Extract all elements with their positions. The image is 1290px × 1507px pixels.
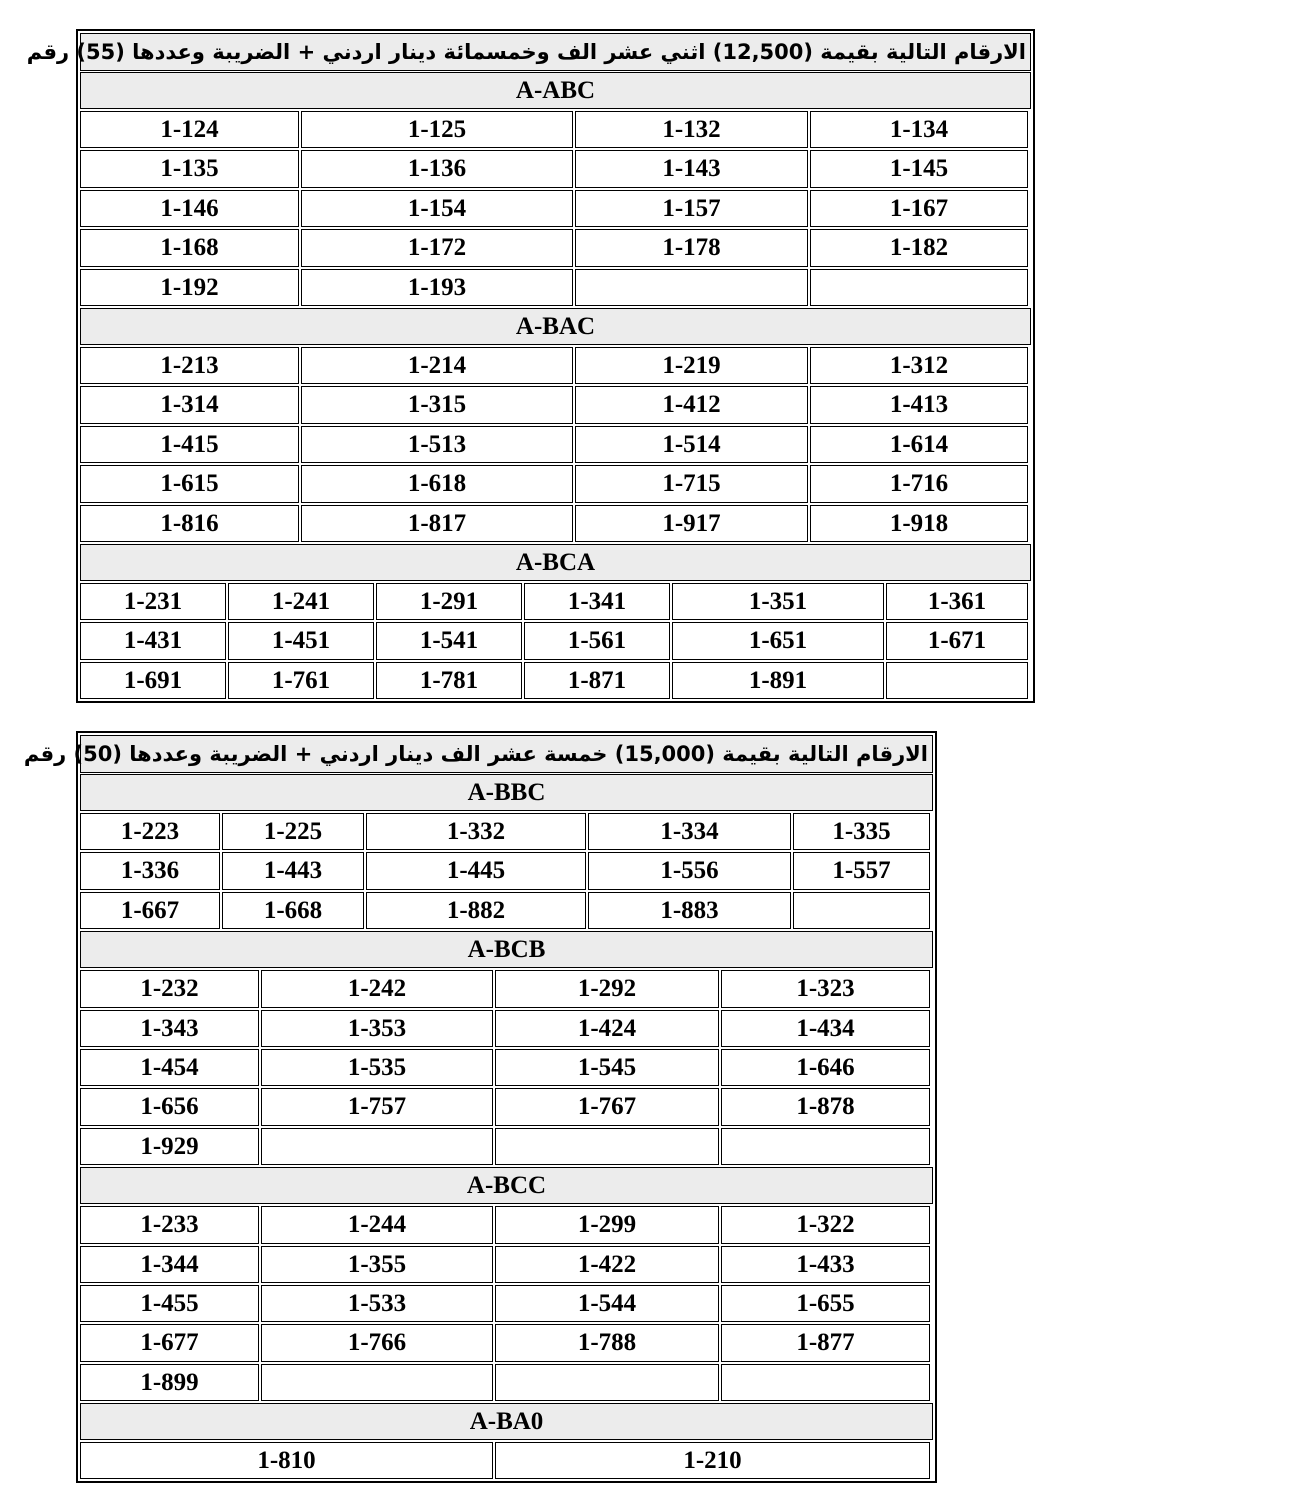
- number-cell: 1-929: [80, 1128, 259, 1165]
- number-cell: 1-445: [366, 852, 586, 889]
- number-cell: 1-716: [810, 465, 1028, 502]
- number-cell: 1-544: [495, 1285, 719, 1322]
- table-row: [79, 464, 1032, 503]
- number-cell: 1-557: [793, 852, 930, 889]
- number-cell: 1-656: [80, 1088, 259, 1125]
- number-cell: 1-443: [222, 852, 364, 889]
- number-cell: [886, 662, 1028, 699]
- number-cell: 1-351: [672, 583, 884, 620]
- section-code: A-ABC: [80, 72, 1031, 109]
- number-cell: 1-882: [366, 892, 586, 929]
- number-cell: [793, 892, 930, 929]
- number-cell: 1-157: [575, 190, 808, 227]
- table-row: [79, 1205, 934, 1244]
- number-cell: 1-651: [672, 622, 884, 659]
- number-cell: 1-810: [80, 1442, 493, 1479]
- number-cell: 1-343: [80, 1010, 259, 1047]
- number-cell: 1-225: [222, 813, 364, 850]
- number-cell: 1-214: [301, 347, 573, 384]
- number-cell: [495, 1364, 719, 1401]
- number-cell: 1-332: [366, 813, 586, 850]
- number-cell: 1-433: [721, 1246, 930, 1283]
- number-cell: 1-242: [261, 970, 493, 1007]
- number-cell: 1-355: [261, 1246, 493, 1283]
- number-cell: 1-193: [301, 269, 573, 306]
- number-cell: 1-344: [80, 1246, 259, 1283]
- number-cell: 1-135: [80, 150, 299, 187]
- number-cell: 1-766: [261, 1324, 493, 1361]
- number-cell: 1-899: [80, 1364, 259, 1401]
- number-cell: 1-513: [301, 426, 573, 463]
- price-table-15000: [23, 731, 937, 1483]
- number-cell: 1-182: [810, 229, 1028, 266]
- number-cell: 1-757: [261, 1088, 493, 1125]
- table-heading: الارقام التالية بقيمة (12,500) اثني عشر الف وخمسمائة دينار اردني + الضريبة وعددها (55) رقم: [80, 33, 1031, 71]
- number-cell: 1-143: [575, 150, 808, 187]
- number-cell: 1-615: [80, 465, 299, 502]
- number-cell: 1-761: [228, 662, 374, 699]
- table-row: [79, 1323, 934, 1362]
- number-cell: 1-917: [575, 505, 808, 542]
- number-cell: 1-667: [80, 892, 220, 929]
- table-row: [79, 1441, 934, 1480]
- price-table-12500: [26, 29, 1035, 703]
- number-cell: 1-561: [524, 622, 670, 659]
- number-cell: 1-223: [80, 813, 220, 850]
- table-row: [79, 110, 1032, 149]
- table-row: [79, 425, 1032, 464]
- number-cell: 1-124: [80, 111, 299, 148]
- table-row: [79, 228, 1032, 267]
- number-cell: 1-134: [810, 111, 1028, 148]
- number-cell: 1-655: [721, 1285, 930, 1322]
- number-cell: 1-168: [80, 229, 299, 266]
- number-cell: 1-877: [721, 1324, 930, 1361]
- number-cell: 1-299: [495, 1206, 719, 1243]
- number-cell: 1-454: [80, 1049, 259, 1086]
- number-cell: 1-431: [80, 622, 226, 659]
- number-cell: 1-671: [886, 622, 1028, 659]
- number-cell: 1-556: [588, 852, 791, 889]
- number-cell: 1-413: [810, 386, 1028, 423]
- table-row: [79, 582, 1032, 621]
- number-cell: 1-781: [376, 662, 522, 699]
- number-cell: [495, 1128, 719, 1165]
- number-cell: 1-213: [80, 347, 299, 384]
- table-row: [79, 1009, 934, 1048]
- table-row: [79, 385, 1032, 424]
- number-cell: 1-767: [495, 1088, 719, 1125]
- number-cell: 1-415: [80, 426, 299, 463]
- number-cell: 1-172: [301, 229, 573, 266]
- table-body: [79, 72, 1032, 700]
- number-cell: 1-668: [222, 892, 364, 929]
- section-code: A-BCA: [80, 544, 1031, 581]
- number-cell: 1-244: [261, 1206, 493, 1243]
- number-cell: 1-146: [80, 190, 299, 227]
- table-body: [79, 774, 934, 1480]
- number-cell: 1-677: [80, 1324, 259, 1361]
- number-cell: 1-545: [495, 1049, 719, 1086]
- number-cell: 1-341: [524, 583, 670, 620]
- number-cell: 1-136: [301, 150, 573, 187]
- table-row: [79, 621, 1032, 660]
- number-cell: [575, 269, 808, 306]
- number-cell: 1-219: [575, 347, 808, 384]
- number-cell: 1-816: [80, 505, 299, 542]
- table-row: [79, 969, 934, 1008]
- number-cell: 1-291: [376, 583, 522, 620]
- number-cell: 1-646: [721, 1049, 930, 1086]
- number-cell: 1-210: [495, 1442, 930, 1479]
- number-cell: 1-132: [575, 111, 808, 148]
- number-cell: 1-336: [80, 852, 220, 889]
- number-cell: 1-533: [261, 1285, 493, 1322]
- number-cell: 1-315: [301, 386, 573, 423]
- table-row: [79, 1245, 934, 1284]
- number-cell: 1-178: [575, 229, 808, 266]
- table-row: [79, 149, 1032, 188]
- number-cell: 1-817: [301, 505, 573, 542]
- number-cell: 1-233: [80, 1206, 259, 1243]
- table-row: [79, 891, 934, 930]
- number-cell: 1-314: [80, 386, 299, 423]
- table-row: [79, 189, 1032, 228]
- number-cell: [261, 1128, 493, 1165]
- number-cell: 1-167: [810, 190, 1028, 227]
- number-cell: [810, 269, 1028, 306]
- number-cell: 1-618: [301, 465, 573, 502]
- number-cell: 1-891: [672, 662, 884, 699]
- number-cell: 1-154: [301, 190, 573, 227]
- number-cell: 1-715: [575, 465, 808, 502]
- number-cell: 1-541: [376, 622, 522, 659]
- number-cell: [721, 1364, 930, 1401]
- number-cell: 1-918: [810, 505, 1028, 542]
- table-row: [79, 1363, 934, 1402]
- number-cell: 1-335: [793, 813, 930, 850]
- number-cell: 1-434: [721, 1010, 930, 1047]
- number-cell: 1-292: [495, 970, 719, 1007]
- number-cell: 1-514: [575, 426, 808, 463]
- number-cell: 1-312: [810, 347, 1028, 384]
- table-row: [79, 1087, 934, 1126]
- number-cell: 1-451: [228, 622, 374, 659]
- table-row: [79, 1284, 934, 1323]
- number-cell: 1-361: [886, 583, 1028, 620]
- number-cell: 1-232: [80, 970, 259, 1007]
- section-code: A-BCC: [80, 1167, 933, 1204]
- number-cell: 1-535: [261, 1049, 493, 1086]
- section-code: A-BBC: [80, 774, 933, 811]
- number-cell: 1-231: [80, 583, 226, 620]
- table-row: [79, 1048, 934, 1087]
- number-cell: 1-334: [588, 813, 791, 850]
- number-cell: 1-192: [80, 269, 299, 306]
- table-row: [79, 268, 1032, 307]
- table-row: [79, 1127, 934, 1166]
- number-cell: 1-323: [721, 970, 930, 1007]
- number-cell: 1-145: [810, 150, 1028, 187]
- table-row: [79, 812, 934, 851]
- number-cell: 1-878: [721, 1088, 930, 1125]
- number-cell: 1-455: [80, 1285, 259, 1322]
- number-cell: 1-125: [301, 111, 573, 148]
- number-cell: [261, 1364, 493, 1401]
- number-cell: 1-241: [228, 583, 374, 620]
- number-cell: 1-424: [495, 1010, 719, 1047]
- table-row: [79, 504, 1032, 543]
- number-cell: 1-353: [261, 1010, 493, 1047]
- number-cell: 1-322: [721, 1206, 930, 1243]
- table-heading: الارقام التالية بقيمة (15,000) خمسة عشر الف دينار اردني + الضريبة وعددها (50) رقم: [80, 735, 933, 773]
- number-cell: 1-871: [524, 662, 670, 699]
- number-cell: [721, 1128, 930, 1165]
- number-cell: 1-883: [588, 892, 791, 929]
- section-code: A-BAC: [80, 308, 1031, 345]
- table-row: [79, 346, 1032, 385]
- number-cell: 1-422: [495, 1246, 719, 1283]
- number-cell: 1-691: [80, 662, 226, 699]
- section-code: A-BCB: [80, 931, 933, 968]
- number-cell: 1-788: [495, 1324, 719, 1361]
- number-cell: 1-412: [575, 386, 808, 423]
- number-cell: 1-614: [810, 426, 1028, 463]
- section-code: A-BA0: [80, 1403, 933, 1440]
- table-row: [79, 851, 934, 890]
- table-row: [79, 661, 1032, 700]
